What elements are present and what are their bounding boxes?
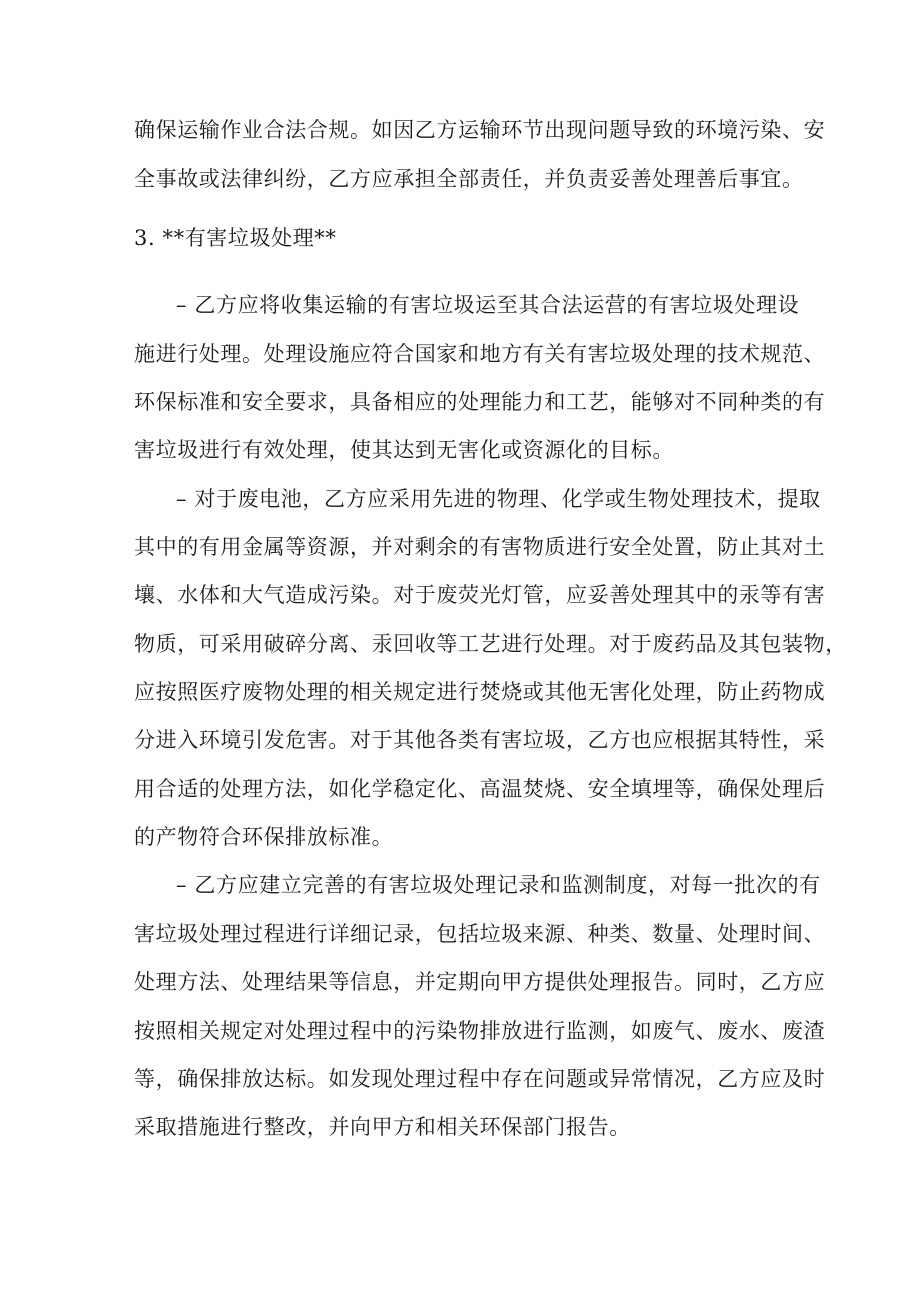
paragraph-line: 应按照医疗废物处理的相关规定进行焚烧或其他无害化处理，防止药物成 [134,680,826,704]
paragraph-line: – 对于废电池，乙方应采用先进的物理、化学或生物处理技术，提取 [176,487,821,511]
paragraph-line: – 乙方应将收集运输的有害垃圾运至其合法运营的有害垃圾处理设 [176,293,800,317]
paragraph-line: 用合适的处理方法，如化学稳定化、高温焚烧、安全填埋等，确保处理后 [134,777,826,801]
paragraph-line: 害垃圾处理过程进行详细记录，包括垃圾来源、种类、数量、处理时间、 [134,922,826,946]
paragraph-line: 采取措施进行整改，并向甲方和相关环保部门报告。 [134,1115,631,1139]
paragraph-line: 壤、水体和大气造成污染。对于废荧光灯管，应妥善处理其中的汞等有害 [134,583,826,607]
paragraph-line: 物质，可采用破碎分离、汞回收等工艺进行处理。对于废药品及其包装物， [134,632,847,656]
paragraph-line: 的产物符合环保排放标准。 [134,825,394,849]
paragraph-line: 处理方法、处理结果等信息，并定期向甲方提供处理报告。同时，乙方应 [134,970,826,994]
paragraph-line: 等，确保排放达标。如发现处理过程中存在问题或异常情况，乙方应及时 [134,1067,826,1091]
paragraph-line: 害垃圾进行有效处理，使其达到无害化或资源化的目标。 [134,438,674,462]
paragraph-line: 其中的有用金属等资源，并对剩余的有害物质进行安全处置，防止其对土 [134,535,826,559]
paragraph-line: 全事故或法律纠纷，乙方应承担全部责任，并负责妥善处理善后事宜。 [134,167,804,191]
section-heading: 3. **有害垃圾处理** [134,226,337,250]
paragraph-line: 环保标准和安全要求，具备相应的处理能力和工艺，能够对不同种类的有 [134,390,826,414]
paragraph-line: – 乙方应建立完善的有害垃圾处理记录和监测制度，对每一批次的有 [176,873,821,897]
paragraph-line: 按照相关规定对处理过程中的污染物排放进行监测，如废气、废水、废渣 [134,1019,826,1043]
paragraph-line: 分进入环境引发危害。对于其他各类有害垃圾，乙方也应根据其特性，采 [134,728,826,752]
paragraph-line: 确保运输作业合法合规。如因乙方运输环节出现问题导致的环境污染、安 [134,118,826,142]
paragraph-line: 施进行处理。处理设施应符合国家和地方有关有害垃圾处理的技术规范、 [134,342,826,366]
